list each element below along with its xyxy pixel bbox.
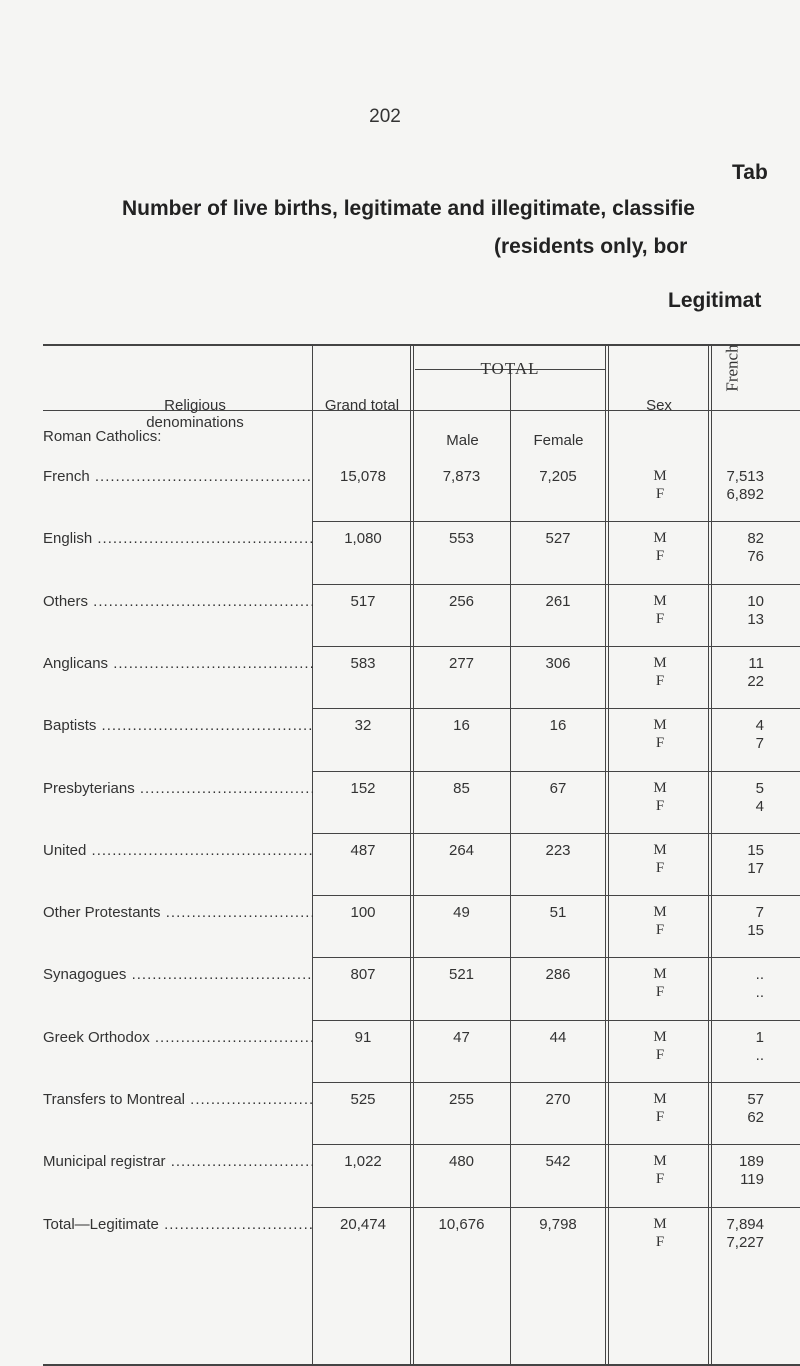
denomination-label: Synagogues ..... <box>43 966 313 983</box>
female-cell: 542 <box>545 1153 571 1171</box>
table-row <box>0 1153 800 1213</box>
sex-female-label: F <box>655 1171 665 1188</box>
male-cell: 521 <box>448 966 475 984</box>
male-cell: 256 <box>448 592 475 610</box>
sex-female-label: F <box>655 797 665 814</box>
female-cell: 223 <box>545 841 571 859</box>
french-male-cell: 82 <box>747 530 764 548</box>
grand-total-cell: 91 <box>354 1028 372 1046</box>
male-cell: 553 <box>448 530 475 548</box>
header-male: Male <box>446 432 479 449</box>
french-male-cell: 15 <box>747 841 764 859</box>
sex-female-label: F <box>655 672 665 689</box>
sex-female-label: F <box>655 922 665 939</box>
french-male-cell: 7,894 <box>726 1215 764 1233</box>
french-female-cell: 119 <box>740 1171 764 1189</box>
header-religious-denominations: Religious denominations <box>146 397 244 431</box>
french-male-cell: 4 <box>755 717 764 735</box>
denomination-label: Transfers to Montreal ..... <box>43 1091 313 1108</box>
sex-male-label: M <box>653 779 667 796</box>
french-male-cell: 11 <box>748 654 764 672</box>
table-label: Tab <box>732 161 768 184</box>
grand-total-cell: 152 <box>350 779 376 797</box>
grand-total-cell: 583 <box>350 654 376 672</box>
female-cell: 270 <box>545 1091 571 1108</box>
male-cell: 49 <box>453 904 470 922</box>
grand-total-cell: 487 <box>350 841 376 859</box>
table-row <box>0 904 800 964</box>
denomination-label: English ..... <box>43 530 313 547</box>
grand-total-cell: 1,022 <box>344 1153 382 1171</box>
sex-male-label: M <box>653 530 667 547</box>
french-female-cell: .. <box>755 1046 764 1064</box>
french-female-cell: .. <box>755 984 764 1002</box>
table-row <box>0 1216 800 1276</box>
male-cell: 85 <box>453 779 470 797</box>
male-cell: 7,873 <box>442 468 481 485</box>
french-female-cell: 6,892 <box>726 486 764 503</box>
male-cell: 255 <box>448 1091 475 1108</box>
sex-male-label: M <box>653 717 667 734</box>
sex-male-label: M <box>653 966 667 983</box>
table-title-line-2: (residents only, bor <box>494 235 688 258</box>
sex-male-label: M <box>653 904 667 921</box>
roman-catholics-group-label: Roman Catholics: <box>43 428 162 445</box>
grand-total-cell: 100 <box>350 904 376 922</box>
sex-female-label: F <box>655 1046 665 1063</box>
male-cell: 277 <box>448 654 475 672</box>
female-cell: 286 <box>545 966 571 984</box>
table-row <box>0 468 800 528</box>
french-male-cell: 7,513 <box>726 468 764 485</box>
denomination-label: Other Protestants ..... <box>43 904 313 921</box>
french-female-cell: 62 <box>747 1109 764 1126</box>
female-cell: 16 <box>549 717 567 735</box>
sex-male-label: M <box>653 841 667 858</box>
french-male-cell: 7 <box>755 904 764 922</box>
french-female-cell: 17 <box>747 859 764 877</box>
sex-male-label: M <box>653 468 667 484</box>
french-female-cell: 7,227 <box>726 1233 764 1251</box>
french-female-cell: 15 <box>747 922 764 940</box>
sex-female-label: F <box>655 486 665 502</box>
female-cell: 306 <box>545 654 571 672</box>
header-grand-total: Grand total <box>324 397 400 414</box>
table-top-rule <box>43 344 800 346</box>
denomination-label: Total—Legitimate ..... <box>43 1216 313 1233</box>
section-label: Legitimat <box>668 289 762 312</box>
denomination-label: United ..... <box>43 842 313 859</box>
male-cell: 16 <box>453 717 470 735</box>
sex-female-label: F <box>655 1233 665 1250</box>
female-cell: 261 <box>545 592 571 610</box>
denomination-label: Municipal registrar ..... <box>43 1153 313 1170</box>
grand-total-cell: 15,078 <box>340 468 386 485</box>
table-row <box>0 530 800 590</box>
french-female-cell: 13 <box>747 610 764 628</box>
female-cell: 67 <box>549 779 567 797</box>
header-total: TOTAL <box>480 359 540 378</box>
header-french-column <box>718 338 748 398</box>
denomination-label: Anglicans ..... <box>43 655 313 672</box>
table-title-line-1: Number of live births, legitimate and illegitimate, classifie <box>122 197 695 220</box>
denomination-label: Others ..... <box>43 593 313 610</box>
grand-total-cell: 20,474 <box>340 1215 386 1233</box>
french-male-cell: 1 <box>755 1028 764 1046</box>
male-cell: 47 <box>453 1028 470 1046</box>
grand-total-cell: 32 <box>354 717 372 735</box>
sex-male-label: M <box>653 1091 667 1107</box>
female-cell: 9,798 <box>539 1215 577 1233</box>
male-cell: 264 <box>448 841 475 859</box>
french-male-cell: 189 <box>738 1153 764 1171</box>
french-male-cell: 10 <box>747 592 764 610</box>
sex-male-label: M <box>653 1028 667 1045</box>
sex-female-label: F <box>655 859 665 876</box>
french-male-cell: 5 <box>755 779 764 797</box>
sex-male-label: M <box>653 592 667 609</box>
header-french: French <box>723 344 742 392</box>
table-row <box>0 717 800 777</box>
female-cell: 51 <box>549 904 567 922</box>
female-cell: 527 <box>545 530 571 548</box>
denomination-label: Greek Orthodox ..... <box>43 1029 313 1046</box>
header-female: Female <box>533 432 584 449</box>
female-cell: 44 <box>549 1028 567 1046</box>
male-cell: 10,676 <box>438 1215 485 1233</box>
sex-female-label: F <box>655 984 665 1001</box>
sex-female-label: F <box>655 1109 665 1125</box>
sex-male-label: M <box>653 1215 667 1232</box>
page-number: 202 <box>369 106 401 127</box>
french-female-cell: 7 <box>755 735 764 753</box>
french-female-cell: 76 <box>747 548 764 566</box>
grand-total-cell: 517 <box>350 592 376 610</box>
sex-female-label: F <box>655 735 665 752</box>
table-row <box>0 966 800 1026</box>
french-male-cell: 57 <box>747 1091 764 1108</box>
table-row <box>0 1091 800 1151</box>
table-row <box>0 593 800 653</box>
grand-total-cell: 1,080 <box>344 530 382 548</box>
female-cell: 7,205 <box>539 468 577 485</box>
table-row <box>0 780 800 840</box>
denomination-label: Presbyterians ..... <box>43 780 313 797</box>
sex-male-label: M <box>653 654 667 671</box>
table-row <box>0 655 800 715</box>
sex-female-label: F <box>655 610 665 627</box>
sex-male-label: M <box>653 1153 667 1170</box>
sex-female-label: F <box>655 548 665 565</box>
table-row <box>0 1029 800 1089</box>
french-female-cell: 22 <box>747 672 764 690</box>
header-sex: Sex <box>646 397 672 414</box>
table-row <box>0 842 800 902</box>
denomination-label: French ..... <box>43 468 313 485</box>
denomination-label: Baptists ..... <box>43 717 313 734</box>
french-female-cell: 4 <box>755 797 764 815</box>
french-male-cell: .. <box>755 966 764 984</box>
grand-total-cell: 525 <box>350 1091 376 1108</box>
grand-total-cell: 807 <box>350 966 376 984</box>
male-cell: 480 <box>448 1153 475 1171</box>
